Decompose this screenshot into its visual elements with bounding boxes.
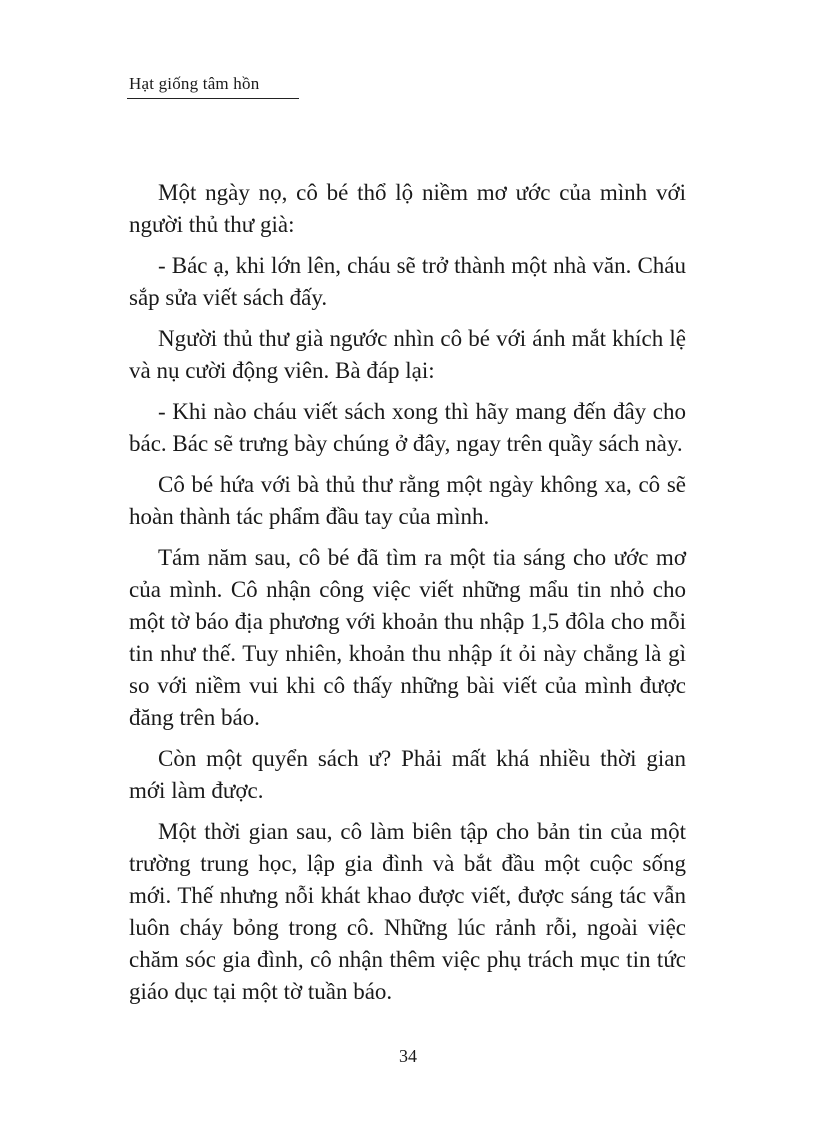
paragraph-3: Người thủ thư già ngước nhìn cô bé với ánh mắt khích lệ và nụ cười động viên. Bà đáp lại:: [129, 326, 686, 383]
paragraph-5: Cô bé hứa với bà thủ thư rằng một ngày không xa, cô sẽ hoàn thành tác phẩm đầu tay của mình.: [129, 472, 686, 529]
page-number: 34: [399, 1046, 417, 1066]
header-underline: [127, 98, 299, 99]
paragraph-1: Một ngày nọ, cô bé thổ lộ niềm mơ ước của mình với người thủ thư già:: [129, 180, 686, 237]
running-header-title: Hạt giống tâm hồn: [129, 74, 260, 93]
paragraph-2: - Bác ạ, khi lớn lên, cháu sẽ trở thành một nhà văn. Cháu sắp sửa viết sách đấy.: [129, 253, 686, 310]
paragraph-4: - Khi nào cháu viết sách xong thì hãy mang đến đây cho bác. Bác sẽ trưng bày chúng ở đây, ngay trên quầy sách này.: [129, 399, 686, 456]
paragraph-8: Một thời gian sau, cô làm biên tập cho bản tin của một trường trung học, lập gia đình và bắt đầu một cuộc sống mới. Thế nhưng nỗi khát khao được viết, được sáng tác vẫn luôn cháy bỏng trong cô. Những lúc rảnh rỗi, ngoài việc chăm sóc gia đình, cô nhận thêm việc phụ trách mục tin tức giáo dục tại một tờ tuần báo.: [129, 819, 686, 1004]
body-text: [129, 177, 686, 1017]
paragraph-7: Còn một quyển sách ư? Phải mất khá nhiều thời gian mới làm được.: [129, 746, 686, 803]
paragraph-6: Tám năm sau, cô bé đã tìm ra một tia sáng cho ước mơ của mình. Cô nhận công việc viết những mẩu tin nhỏ cho một tờ báo địa phương với khoản thu nhập 1,5 đôla cho mỗi tin như thế. Tuy nhiên, khoản thu nhập ít ỏi này chẳng là gì so với niềm vui khi cô thấy những bài viết của mình được đăng trên báo.: [129, 545, 686, 730]
